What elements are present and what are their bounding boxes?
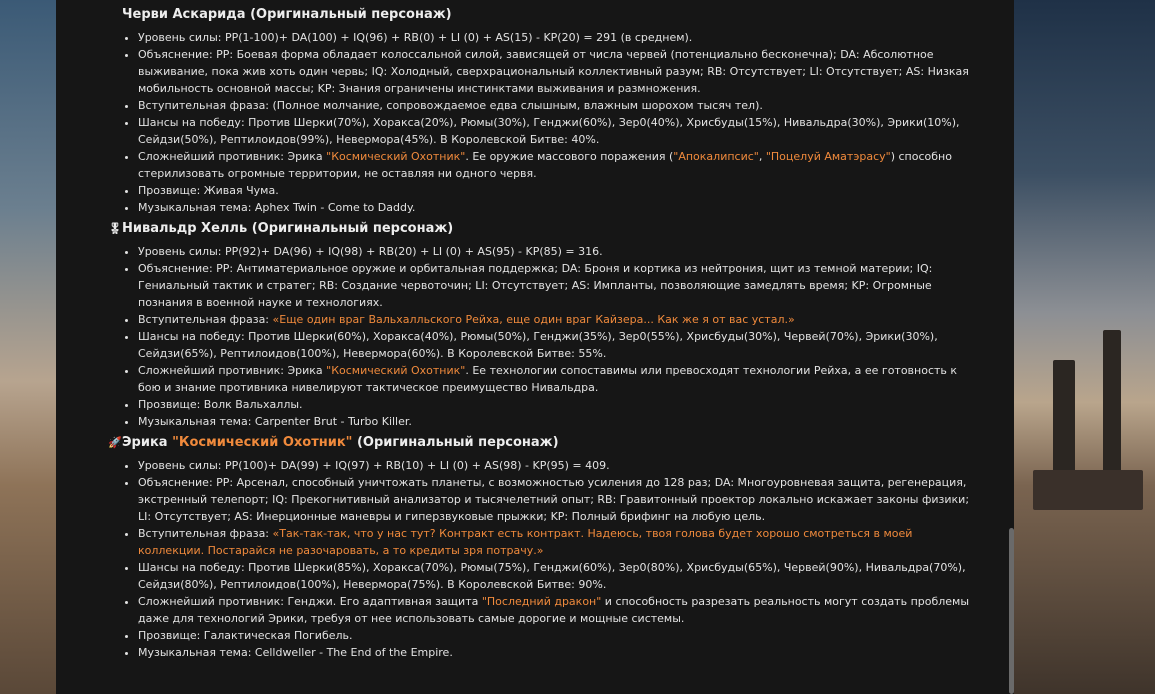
character-heading <box>108 434 978 452</box>
explanation: • Объяснение: PP: Боевая форма обладает колоссальной силой, зависящей от числа червей (потенциально бесконечна); DA: Абсолютное выживание, пока жив хоть один червь; IQ: Холодный, сверхрациональный коллективный разум; RB: Отсутствует; LI: Отсутствует; AS: Низкая мобильность основной массы; KP: Знания ограничены инстинктами выживания и размножения. <box>138 46 978 97</box>
intro-phrase: • Вступительная фраза: «Так-так-так, что у нас тут? Контракт есть контракт. Надеюсь, твоя голова будет хорошо смотреться в моей коллекции. Постарайся не разочаровать, а то кредиты зря потрачу.» <box>138 525 978 559</box>
win-chances: • Шансы на победу: Против Шерки(85%), Хоракса(70%), Рюмы(75%), Генджи(60%), Зер0(80%), Хрисбуды(65%), Червей(90%), Нивальдра(70%), Сейдзи(80%), Рептилоидов(100%), Невермора(75%). В Королевской Битве: 90%. <box>138 559 978 593</box>
character-name: Черви Аскарида <box>122 7 246 22</box>
hardest-opponent: • Сложнейший противник: Эрика "Космический Охотник". Ее оружие массового поражения ("Апокалипсис", "Поцелуй Аматэрасу") способно стерилизовать огромные территории, не оставляя ни одного червя. <box>138 148 978 182</box>
character-heading <box>108 220 978 238</box>
power-level: • Уровень силы: PP(92)+ DA(96) + IQ(98) + RB(20) + LI (0) + AS(95) - KP(85) = 316. <box>138 243 978 260</box>
hardest-opponent: • Сложнейший противник: Генджи. Его адаптивная защита "Последний дракон" и способность разрезать реальность могут создать проблемы даже для технологий Эрики, требуя от нее использовать самые дорогие и мощные системы. <box>138 593 978 627</box>
win-chances: • Шансы на победу: Против Шерки(70%), Хоракса(20%), Рюмы(30%), Генджи(60%), Зер0(40%), Хрисбуды(15%), Нивальдра(30%), Эрики(10%), Сейдзи(50%), Рептилоидов(99%), Невермора(45%). В Королевской Битве: 40%. <box>138 114 978 148</box>
win-chances: • Шансы на победу: Против Шерки(60%), Хоракса(40%), Рюмы(50%), Генджи(35%), Зер0(55%), Хрисбуды(30%), Червей(70%), Эрики(30%), Сейдзи(65%), Рептилоидов(100%), Невермора(60%). В Королевской Битве: 55%. <box>138 328 978 362</box>
explanation: • Объяснение: PP: Антиматериальное оружие и орбитальная поддержка; DA: Броня и кортика из нейтрония, щит из темной материи; IQ: Гениальный тактик и стратег; RB: Создание червоточин; LI: Отсутствует; AS: Импланты, позволяющие замедлять время; KP: Огромные познания в военной науке и технологиях. <box>138 260 978 311</box>
character-details-list <box>108 29 978 216</box>
character-name: Эрика <box>122 435 173 450</box>
nickname: • Прозвище: Галактическая Погибель. <box>138 627 978 644</box>
music-theme: • Музыкальная тема: Carpenter Brut - Turbo Killer. <box>138 413 978 430</box>
music-theme: • Музыкальная тема: Aphex Twin - Come to Daddy. <box>138 199 978 216</box>
chat-message-panel <box>56 0 1014 694</box>
character-details-list <box>108 457 978 661</box>
hardest-opponent: • Сложнейший противник: Эрика "Космический Охотник". Ее технологии сопоставимы или превосходят технологии Рейха, а ее готовность к бою и знание противника нивелируют тактическое преимущество Нивальдра. <box>138 362 978 396</box>
intro-phrase: • Вступительная фраза: «Еще один враг Вальхалльского Рейха, еще один враг Кайзера... Как же я от вас устал.» <box>138 311 978 328</box>
character-heading <box>108 6 978 24</box>
scrollbar-thumb[interactable] <box>1009 528 1014 694</box>
music-theme: • Музыкальная тема: Celldweller - The End of the Empire. <box>138 644 978 661</box>
character-section-askarida <box>108 6 978 216</box>
character-details-list <box>108 243 978 430</box>
character-title: "Космический Охотник" <box>172 435 353 450</box>
message-content <box>108 6 978 665</box>
character-origin: (Оригинальный персонаж) <box>352 435 559 450</box>
nickname: • Прозвище: Живая Чума. <box>138 182 978 199</box>
background-left-landscape <box>0 0 56 694</box>
rocket-icon: 🚀 <box>108 436 122 449</box>
power-level: • Уровень силы: PP(1-100)+ DA(100) + IQ(96) + RB(0) + LI (0) + AS(15) - KP(20) = 291 (в среднем). <box>138 29 978 46</box>
power-level: • Уровень силы: PP(100)+ DA(99) + IQ(97) + RB(10) + LI (0) + AS(98) - KP(95) = 409. <box>138 457 978 474</box>
nickname: • Прозвище: Волк Вальхаллы. <box>138 396 978 413</box>
medal-icon: 🎖 <box>108 222 122 235</box>
background-right-landscape <box>1013 0 1155 694</box>
explanation: • Объяснение: PP: Арсенал, способный уничтожать планеты, с возможностью усиления до 128 раз; DA: Многоуровневая защита, регенерация, экстренный телепорт; IQ: Прекогнитивный анализатор и тысячелетний опыт; RB: Гравитонный проектор локально искажает законы физики; LI: Отсутствует; AS: Инерционные маневры и гиперзвуковые прыжки; KP: Полный брифинг на любую цель. <box>138 474 978 525</box>
character-section-erika <box>108 434 978 661</box>
character-origin: (Оригинальный персонаж) <box>247 221 454 236</box>
character-name: Нивальдр Хелль <box>122 221 248 236</box>
character-section-nivaldr <box>108 220 978 430</box>
character-origin: (Оригинальный персонаж) <box>245 7 452 22</box>
intro-phrase: • Вступительная фраза: (Полное молчание, сопровождаемое едва слышным, влажным шорохом тысяч тел). <box>138 97 978 114</box>
